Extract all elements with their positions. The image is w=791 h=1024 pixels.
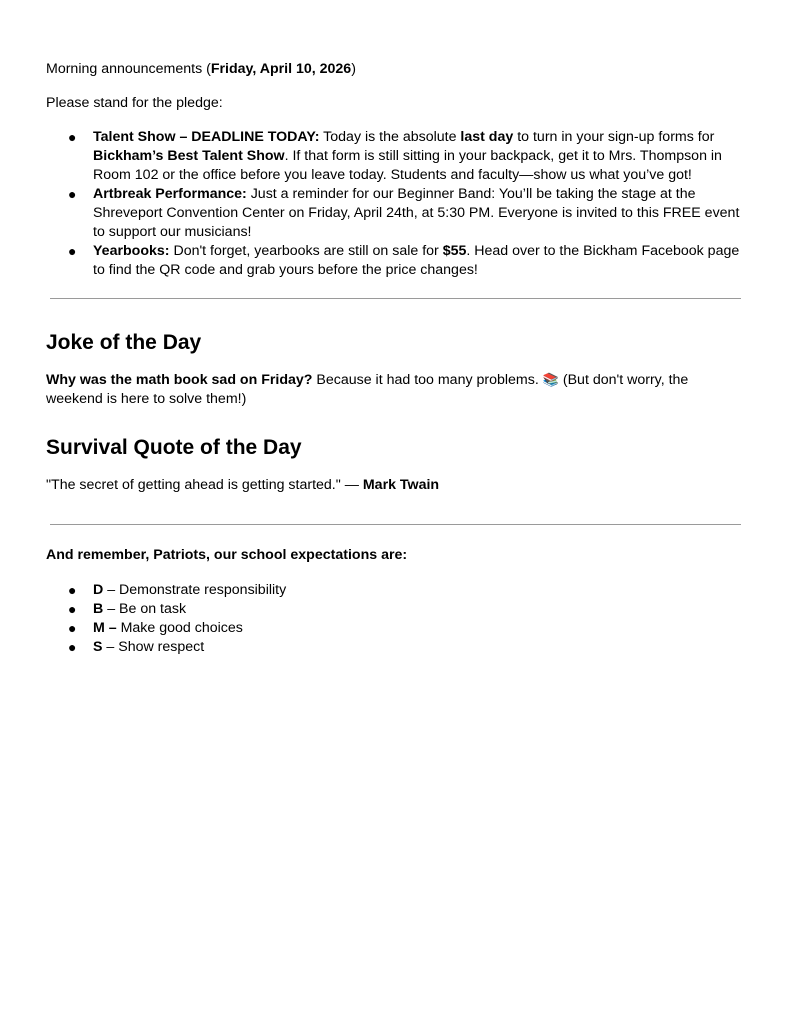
joke-text — [46, 371, 746, 409]
bullet-icon: ● — [68, 639, 77, 655]
announcement-item-talent-show — [46, 128, 746, 185]
expectation-item — [46, 581, 746, 600]
expectations-list — [46, 581, 746, 657]
expectation-text: – Be on task — [103, 601, 187, 617]
intro-suffix: ) — [351, 61, 356, 77]
announcement-text: to turn in your sign-up forms for — [513, 129, 715, 145]
quote-section — [46, 435, 746, 495]
announcement-text: Today is the absolute — [319, 129, 461, 145]
expectations-intro — [46, 546, 746, 565]
quote-body: "The secret of getting ahead is getting started." — — [46, 477, 363, 493]
expectation-item — [46, 638, 746, 657]
announcement-title: Yearbooks: — [93, 243, 170, 259]
expectation-letter: B — [93, 601, 104, 617]
expectation-text: – Show respect — [102, 639, 205, 655]
joke-section — [46, 330, 746, 409]
announcement-bold: $55 — [442, 243, 467, 259]
pledge-line: Please stand for the pledge: — [46, 95, 223, 111]
bullet-icon: ● — [68, 620, 77, 636]
bullet-icon: ● — [68, 129, 77, 145]
joke-question: Why was the math book sad on Friday? — [46, 372, 313, 388]
bullet-icon: ● — [68, 186, 77, 202]
announcement-title: Artbreak Performance: — [93, 186, 247, 202]
announcement-text: . Head over to the Bickham Facebook page to find the QR code and grab yours before the price changes! — [93, 243, 740, 278]
expectation-item — [46, 600, 746, 619]
announcement-title: Talent Show – DEADLINE TODAY: — [93, 129, 320, 145]
quote-text — [46, 476, 746, 495]
joke-answer: Because it had too many problems. — [312, 372, 543, 388]
announcement-text: Just a reminder for our Beginner Band: You’ll be taking the stage at the Shreveport Convention Center on Friday, April 24th, at 5:30 PM. Everyone is invited to this FREE event to support our musicians! — [93, 186, 740, 240]
joke-heading: Joke of the Day — [46, 331, 202, 354]
expectation-text: Make good choices — [116, 620, 243, 636]
quote-heading: Survival Quote of the Day — [46, 436, 302, 459]
document-page — [46, 60, 746, 657]
intro-prefix: Morning announcements ( — [46, 61, 211, 77]
quote-author: Mark Twain — [362, 477, 440, 493]
announcement-list — [46, 128, 746, 280]
announcement-item-yearbooks — [46, 242, 746, 280]
bullet-icon: ● — [68, 243, 77, 259]
bullet-icon: ● — [68, 601, 77, 617]
announcement-text: . If that form is still sitting in your backpack, get it to Mrs. Thompson in Room 102 or the office before you leave today. Students and faculty—show us what you’ve got! — [93, 148, 722, 183]
announcement-item-artbreak — [46, 185, 746, 242]
expectation-item — [46, 619, 746, 638]
expectation-text: – Demonstrate responsibility — [103, 582, 287, 598]
bullet-icon: ● — [68, 582, 77, 598]
expectation-letter: M – — [93, 620, 117, 636]
announcements-intro — [46, 60, 746, 79]
section-divider — [50, 298, 741, 299]
joke-tail: (But don't worry, the weekend is here to solve them!) — [46, 372, 689, 407]
section-divider — [50, 524, 741, 525]
books-icon: 📚 — [542, 373, 559, 388]
announcement-text: Don't forget, yearbooks are still on sale for — [169, 243, 443, 259]
expectation-letter: D — [93, 582, 104, 598]
announcement-bold: Bickham’s Best Talent Show — [93, 148, 285, 164]
announcement-bold: last day — [460, 129, 514, 145]
expectations-intro-text: And remember, Patriots, our school expectations are: — [46, 547, 408, 563]
expectation-letter: S — [93, 639, 103, 655]
announcement-date: Friday, April 10, 2026 — [210, 61, 352, 77]
